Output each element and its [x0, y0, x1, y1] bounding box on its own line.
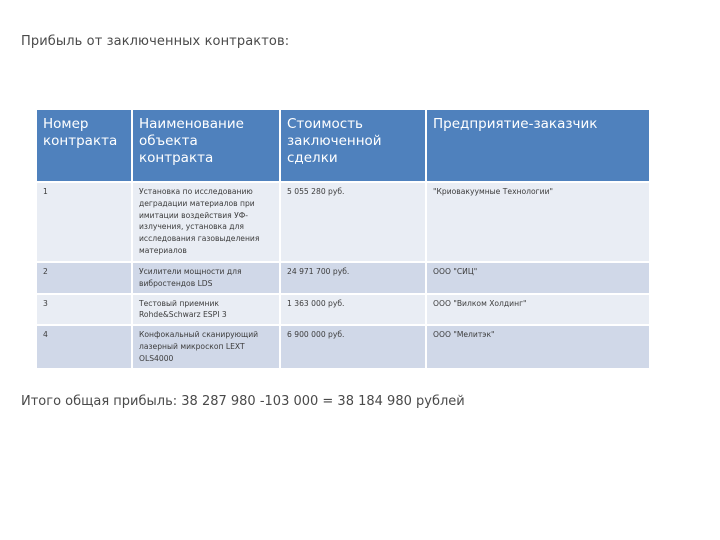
- cell-object: Конфокальный сканирующий лазерный микроскоп LEXT OLS4000: [132, 325, 280, 367]
- cell-cost: 6 900 000 руб.: [280, 325, 426, 367]
- table-row: [37, 262, 649, 294]
- cell-number: 1: [37, 182, 132, 262]
- cell-object: Усилители мощности для вибростендов LDS: [132, 262, 280, 294]
- header-deal-cost: Стоимость заключенной сделки: [280, 110, 426, 182]
- header-contract-object: Наименование объекта контракта: [132, 110, 280, 182]
- table-row: [37, 325, 649, 367]
- contracts-table: [37, 110, 649, 368]
- cell-number: 2: [37, 262, 132, 294]
- cell-cost: 5 055 280 руб.: [280, 182, 426, 262]
- cell-customer: ООО "Вилком Холдинг": [426, 294, 649, 326]
- table-header-row: [37, 110, 649, 182]
- cell-customer: ООО "Мелитэк": [426, 325, 649, 367]
- cell-cost: 24 971 700 руб.: [280, 262, 426, 294]
- cell-number: 3: [37, 294, 132, 326]
- table-row: [37, 182, 649, 262]
- cell-object: Тестовый приемник Rohde&Schwarz ESPI 3: [132, 294, 280, 326]
- header-contract-number: Номер контракта: [37, 110, 132, 182]
- cell-customer: ООО "СИЦ": [426, 262, 649, 294]
- cell-object: Установка по исследованию деградации материалов при имитации воздействия УФ-излучения, установка для исследования газовыделения материалов: [132, 182, 280, 262]
- header-customer: Предприятие-заказчик: [426, 110, 649, 182]
- cell-number: 4: [37, 325, 132, 367]
- total-profit-text: Итого общая прибыль: 38 287 980 -103 000 = 38 184 980 рублей: [21, 394, 465, 409]
- page-heading: Прибыль от заключенных контрактов:: [21, 34, 290, 49]
- table-row: [37, 294, 649, 326]
- cell-cost: 1 363 000 руб.: [280, 294, 426, 326]
- cell-customer: "Криовакуумные Технологии": [426, 182, 649, 262]
